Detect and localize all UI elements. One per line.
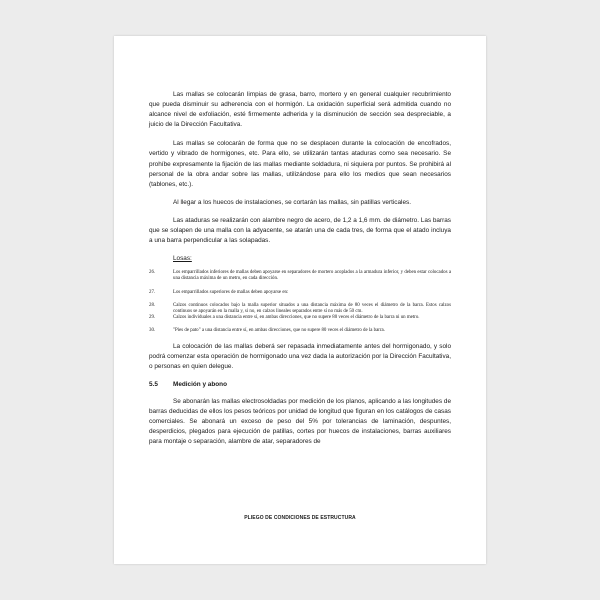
paragraph-openings: Al llegar a los huecos de instalaciones, se cortarán las mallas, sin patillas verticales. — [173, 198, 411, 206]
list-item-text: Los emparrillados superiores de mallas deben apoyarse en: — [173, 289, 289, 295]
list-item-number: 29. — [149, 315, 156, 321]
page-content — [149, 90, 451, 455]
document-page — [114, 36, 486, 564]
list-item-number: 30. — [149, 328, 156, 334]
paragraph-cleanliness: Las mallas se colocarán limpias de grasa, barro, mortero y en general cualquier recubrimiento que pueda disminuir su adherencia con el hormigón. La oxidación superficial será admitida cuando no alcance nivel de exfoliación, esté firmemente adherida y la disminución de sección sea despreciable, a juicio de la Dirección Facultativa. — [149, 91, 451, 129]
list-item-number: 27. — [149, 289, 156, 295]
list-item — [149, 290, 451, 296]
section-heading — [149, 380, 451, 389]
list-item — [149, 315, 451, 321]
list-item-text: Calzos continuos colocados bajo la malla superior situados a una distancia máxima de 80 veces el diámetro de la barra. Estos calzos continuos se apoyarán en la malla y, si no, en calzos lineales separados entre sí no más de 50 cm. — [173, 302, 451, 315]
paragraph-payment: Se abonarán las mallas electrosoldadas por medición de los planos, aplicando a las longitudes de barras deducidas de ellos los pesos teóricos por unidad de longitud que figuran en los catálogos de casas comerciales. Se abonará un exceso de peso del 5% por tolerancias de laminación, despuntes, desperdicios, plegados para ejecución de patillas, cortes por huecos de instalaciones, barras auxiliares para montaje o separación, alambre de atar, separadores de — [149, 397, 451, 446]
paragraph-placement: Las mallas se colocarán de forma que no se desplacen durante la colocación de encofrados, vertido y vibrado de hormigones, etc. Para ello, se utilizarán tantas ataduras como sea necesario. Se prohíbe expresamente la fijación de las mallas mediante soldadura, ni siquiera por puntos. Se prohibirá al personal de la obra andar sobre las mallas, utilizándose para ello los medios que sean necesarios (tablones, etc.). — [149, 140, 451, 188]
paragraph-ties: Las ataduras se realizarán con alambre negro de acero, de 1,2 a 1,6 mm. de diámetro. Las barras que se solapen de una malla con la adyacente, se atarán una de cada tres, de forma que el atado incluya a una barra perpendicular a las solapadas. — [149, 216, 451, 245]
list-item — [149, 328, 451, 334]
paragraph-inspection: La colocación de las mallas deberá ser repasada inmediatamente antes del hormigonado, y solo podrá comenzar esta operación de hormigonado una vez dada la autorización por la Dirección Facultativa, o personas en quien delegue. — [149, 342, 451, 370]
list-item — [149, 270, 451, 282]
list-item-number: 28. — [149, 302, 156, 308]
losas-heading: Losas: — [173, 255, 192, 263]
page-footer: PLIEGO DE CONDICIONES DE ESTRUCTURA — [244, 515, 356, 521]
section-number: 5.5 — [149, 380, 158, 388]
section-title: Medición y abono — [173, 380, 227, 388]
list-item-text: "Pies de pato" a una distancia entre sí, en ambas direcciones, que no supere 80 veces el diámetro de la barra. — [173, 328, 385, 334]
list-item — [149, 303, 451, 315]
list-item-text: Los emparrillados inferiores de mallas deben apoyarse en separadores de mortero acoplados a la armadura inferior, y deben estar colocados a una distancia máxima de un metro, en cada dirección. — [173, 270, 451, 282]
list-item-text: Calzos individuales a una distancia entre sí, en ambas direcciones, que no supere 80 veces el diámetro de la barra ni un metro. — [173, 315, 420, 321]
list-item-number: 26. — [149, 270, 156, 276]
